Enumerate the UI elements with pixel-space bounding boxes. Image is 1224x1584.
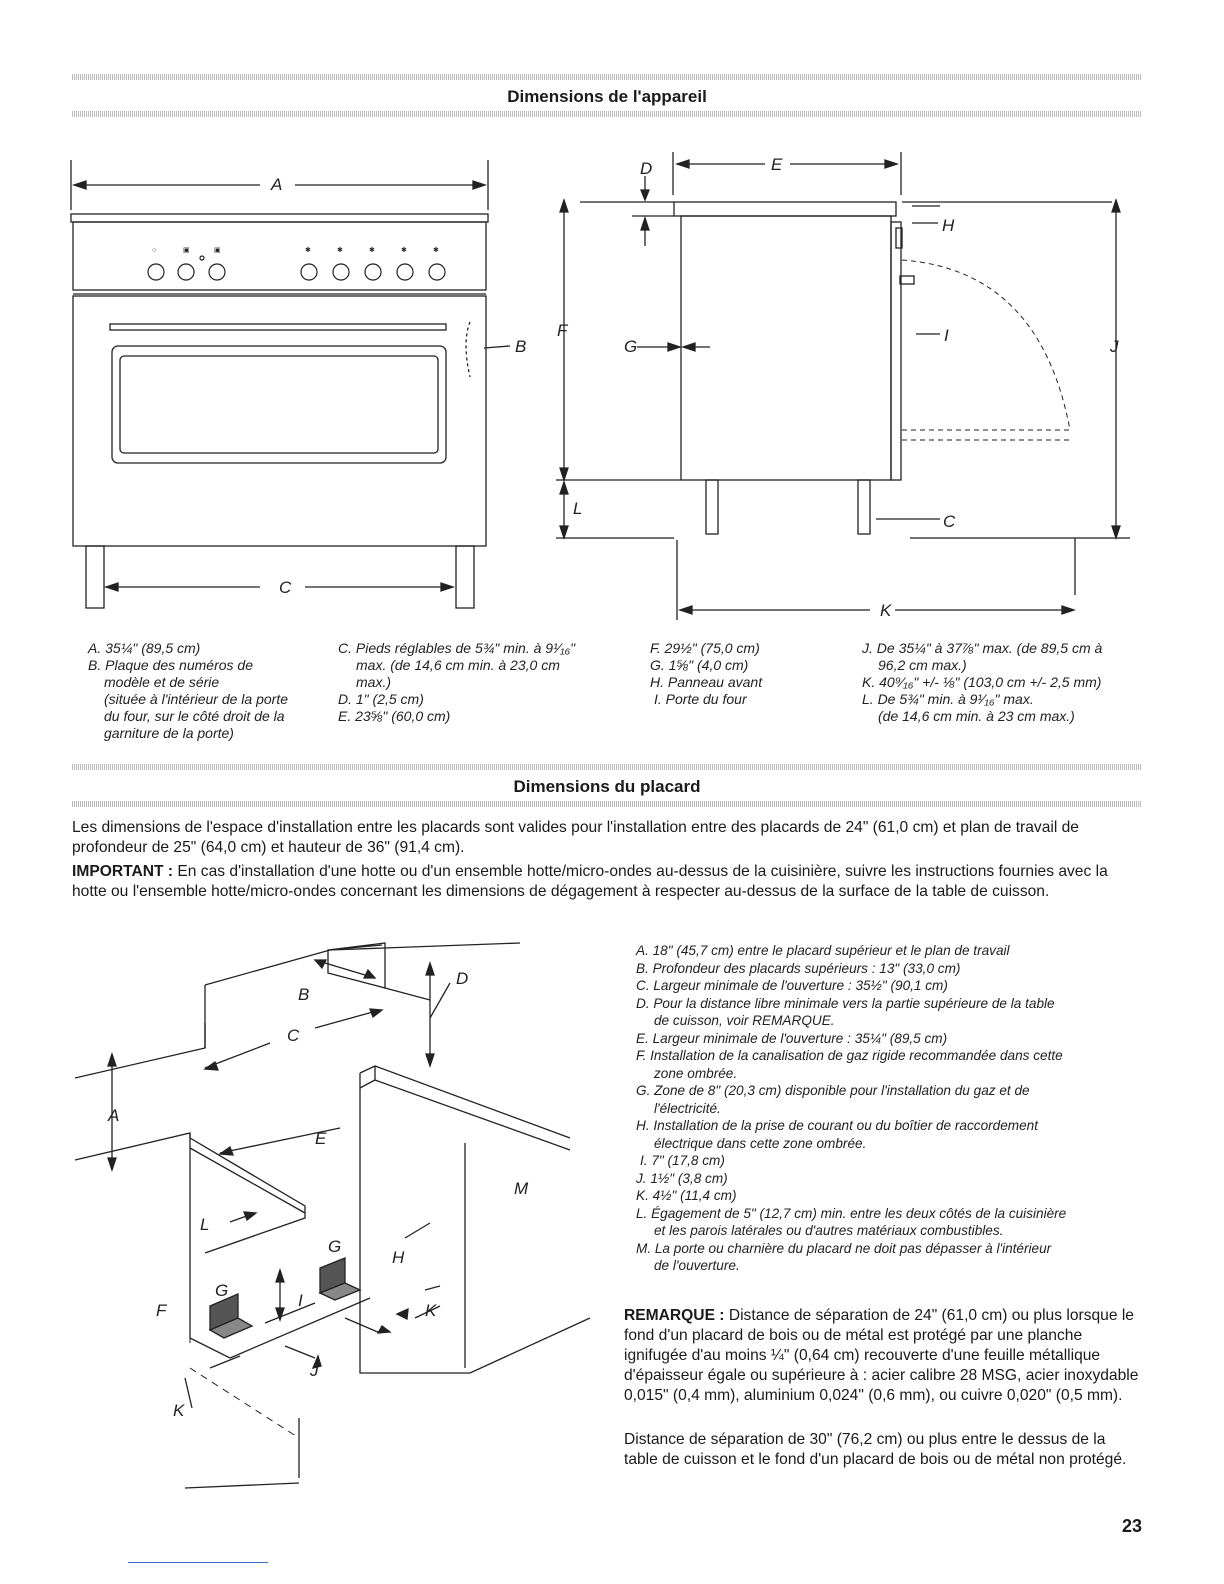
important-label: IMPORTANT :	[72, 863, 174, 880]
legend-item-a: A. 35¼" (89,5 cm)	[88, 640, 201, 656]
cab-label-k2: K	[173, 1401, 185, 1420]
dim-label-c2: C	[943, 512, 956, 531]
svg-text:✱: ✱	[305, 247, 311, 254]
legend-item-c-line2: max. (de 14,6 cm min. à 23,0 cm	[356, 657, 560, 673]
section-band-bottom	[72, 111, 1142, 117]
legend-item-b-line5: garniture de la porte)	[104, 725, 234, 741]
legend-item-c: C. Pieds réglables de 5¾" min. à 9¹⁄₁₆"	[338, 640, 576, 656]
section-band-bottom-2	[72, 801, 1142, 807]
dim-label-f: F	[557, 321, 568, 340]
range-front-diagram	[60, 150, 527, 620]
important-paragraph	[72, 862, 1142, 902]
appliance-legend-col3	[650, 640, 762, 708]
cab-legend-k: K. 4½" (11,4 cm)	[636, 1188, 737, 1203]
section-title-appliance: Dimensions de l'appareil	[507, 87, 707, 106]
cab-label-m: M	[514, 1179, 529, 1198]
cab-legend-l-line2: et les parois latérales ou d'autres matériaux combustibles.	[654, 1223, 1004, 1238]
cab-legend-d-line2: de cuisson, voir REMARQUE.	[654, 1013, 835, 1028]
remarque-text: Distance de séparation de 24" (61,0 cm) ou plus lorsque le fond d'un placard de bois ou de métal est protégé par une planche ignifugée d'au moins ¼" (0,64 cm) recouverte d'une feuille métallique d'épaisseur égale ou supérieure à : acier calibre 28 MSG, acier inoxydable 0,015" (0,4 mm), aluminium 0,024" (0,6 mm), ou cuivre 0,020" (0,5 mm).	[624, 1307, 1139, 1404]
section-band-top	[72, 74, 1142, 80]
cab-legend-g: G. Zone de 8" (20,3 cm) disponible pour l'installation du gaz et de	[636, 1083, 1030, 1098]
dim-label-c: C	[279, 578, 292, 597]
cab-legend-a: A. 18" (45,7 cm) entre le placard supérieur et le plan de travail	[636, 943, 1010, 958]
legend-item-b-line4: du four, sur le côté droit de la	[104, 708, 285, 724]
range-side-diagram	[540, 150, 1160, 630]
cab-label-h: H	[392, 1248, 405, 1267]
cabinet-diagram	[70, 938, 610, 1498]
cab-legend-m: M. La porte ou charnière du placard ne doit pas dépasser à l'intérieur	[636, 1240, 1052, 1256]
legend-item-c-line3: max.)	[356, 674, 391, 690]
cab-label-d: D	[456, 969, 469, 988]
legend-item-b-line3: (située à l'intérieur de la porte	[104, 691, 288, 707]
cab-legend-j: J. 1½" (3,8 cm)	[636, 1170, 728, 1186]
remarque-label: REMARQUE :	[624, 1307, 725, 1324]
legend-item-l-line2: (de 14,6 cm min. à 23 cm max.)	[878, 708, 1075, 724]
intro-text: Les dimensions de l'espace d'installation entre les placards sont valides pour l'installation entre des placards de 24" (61,0 cm) et plan de travail de profondeur de 25" (64,0 cm) et hauteur de 36" (91,4 cm).	[72, 819, 1079, 856]
dim-label-i: I	[944, 326, 949, 345]
legend-item-j-line2: 96,2 cm max.)	[878, 657, 967, 673]
cab-legend-b: B. Profondeur des placards supérieurs : 13" (33,0 cm)	[636, 960, 961, 976]
cab-legend-m-line2: de l'ouverture.	[654, 1258, 740, 1273]
cab-legend-l: L. Égagement de 5" (12,7 cm) min. entre les deux côtés de la cuisinière	[636, 1205, 1067, 1221]
cab-label-c: C	[287, 1026, 300, 1045]
cab-label-e: E	[315, 1129, 327, 1148]
cab-legend-i: I. 7" (17,8 cm)	[640, 1153, 725, 1168]
remarque-text-2: Distance de séparation de 30" (76,2 cm) ou plus entre le dessus de la table de cuisson et le fond d'un placard de bois ou de métal non protégé.	[624, 1431, 1127, 1468]
appliance-legend-col2	[338, 640, 575, 725]
cab-label-f: F	[156, 1301, 167, 1320]
footer-line	[128, 1562, 268, 1563]
dim-label-j: J	[1110, 337, 1119, 356]
cab-label-g2: G	[328, 1237, 342, 1256]
dim-label-d: D	[640, 159, 653, 178]
dim-label-g: G	[624, 337, 638, 356]
legend-item-b-line2: modèle et de série	[104, 674, 220, 690]
svg-text:✱: ✱	[337, 247, 343, 254]
cab-label-b: B	[298, 985, 310, 1004]
remarque-paragraph-2	[624, 1430, 1142, 1470]
legend-item-d: D. 1" (2,5 cm)	[338, 691, 424, 707]
cabinet-legend	[636, 942, 1136, 1275]
cab-legend-h-line2: électrique dans cette zone ombrée.	[654, 1135, 867, 1151]
cab-label-g1: G	[215, 1281, 229, 1300]
cab-legend-c: C. Largeur minimale de l'ouverture : 35½" (90,1 cm)	[636, 978, 948, 993]
intro-paragraph	[72, 818, 1142, 858]
appliance-legend-col1	[88, 640, 288, 742]
dim-label-l: L	[573, 499, 583, 518]
legend-item-l: L. De 5¾" min. à 9¹⁄₁₆" max.	[862, 691, 1034, 707]
svg-text:▣: ▣	[183, 247, 190, 254]
legend-item-k: K. 40⁹⁄₁₆" +/- ⅛" (103,0 cm +/- 2,5 mm)	[862, 674, 1102, 690]
svg-text:▣: ▣	[214, 247, 221, 254]
dim-label-a: A	[271, 175, 283, 194]
legend-item-h: H. Panneau avant	[650, 674, 763, 690]
cab-label-j: J	[310, 1361, 319, 1380]
page-number: 23	[1121, 1516, 1142, 1536]
svg-text:✱: ✱	[369, 247, 375, 254]
legend-item-e: E. 23⅝" (60,0 cm)	[338, 708, 451, 724]
dim-label-h: H	[942, 216, 955, 235]
legend-item-j: J. De 35¼" à 37⅞" max. (de 89,5 cm à	[862, 640, 1103, 656]
cab-legend-f: F. Installation de la canalisation de gaz rigide recommandée dans cette	[636, 1048, 1063, 1063]
legend-item-f: F. 29½" (75,0 cm)	[650, 640, 760, 656]
cab-legend-d: D. Pour la distance libre minimale vers la partie supérieure de la table	[636, 995, 1055, 1011]
svg-text:✱: ✱	[401, 247, 407, 254]
important-text: En cas d'installation d'une hotte ou d'un ensemble hotte/micro-ondes au-dessus de la cuisinière, suivre les instructions fournies avec la hotte ou l'ensemble hotte/micro-ondes concernant les dimensions de dégagement à respecter au-dessus de la surface de la table de cuisson.	[72, 863, 1108, 900]
cab-legend-f-line2: zone ombrée.	[654, 1065, 738, 1081]
cab-legend-h: H. Installation de la prise de courant ou du boîtier de raccordement	[636, 1118, 1039, 1133]
cab-label-a: A	[108, 1106, 120, 1125]
dim-label-k: K	[880, 601, 892, 620]
svg-text:○: ○	[152, 247, 157, 254]
cab-label-k1: K	[425, 1301, 437, 1320]
appliance-legend-col4	[862, 640, 1102, 725]
cab-label-l: L	[200, 1215, 210, 1234]
section-band-top-2	[72, 764, 1142, 770]
legend-item-b: B. Plaque des numéros de	[88, 657, 253, 673]
dim-label-e: E	[771, 155, 783, 174]
legend-item-i: I. Porte du four	[654, 691, 747, 707]
svg-text:✱: ✱	[433, 247, 439, 254]
remarque-paragraph	[624, 1306, 1142, 1406]
legend-item-g: G. 1⅝" (4,0 cm)	[650, 657, 749, 673]
cab-label-i: I	[298, 1291, 303, 1310]
cab-legend-g-line2: l'électricité.	[654, 1100, 721, 1116]
cab-legend-e: E. Largeur minimale de l'ouverture : 35¼" (89,5 cm)	[636, 1030, 948, 1046]
section-title-cabinet: Dimensions du placard	[513, 777, 701, 796]
dim-label-b: B	[515, 337, 527, 356]
